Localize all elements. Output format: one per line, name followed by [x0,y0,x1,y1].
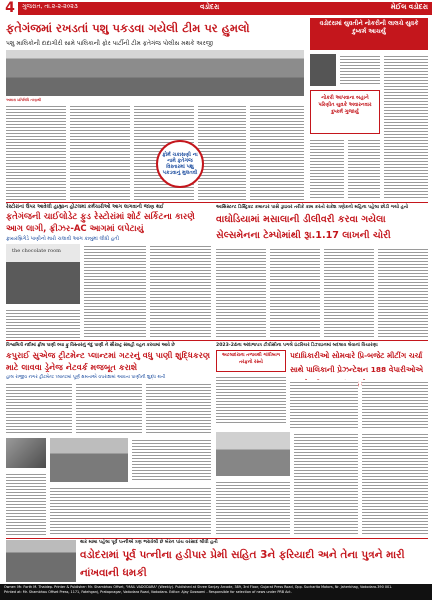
section-divider-1 [6,202,428,203]
story6-column-1 [290,380,358,430]
story6-column-2 [362,380,428,430]
section-divider-2 [6,340,428,341]
story6-headline: પદાધિકારીઓ સોમવારે પ્રિ-બજેટ મીટીંગ ચર્ચા સાથે પાલિકાની પ્રેઝન્ટેશન 188 વેપારીઓએ [290,351,424,374]
story7-headline: વડોદરામાં પૂર્વ પત્નીના હડીપાર પ્રેમી સહિત 3ને ફરિયાદી અને તેના પુત્રને મારી નાંખવાની ધમકી [80,549,405,579]
story4-headline: વાઘોડિયામાં મસાલાની ડીલીવરી કરવા ગયેલા સેલ્સમેનના ટેમ્પોમાંથી રૂા.1.17 લાખની ચોરી [216,214,391,241]
story1-quote: ફોર્મ ચકાસણી ના નામે ફતેગંજ વિસ્તારમાં પશુ પકડવાનું મુલતવી [162,152,198,176]
story4-kicker: આસિસ્ટન્ટ ડિસ્ટ્રિક્ટ કમાન્ડર પાસે ડ્રાઇવર તરીકે કામ કરતો રાકેશ ત્રણેકનો મહિના પહેલા છોડી ગયો હતો [216,205,409,210]
imprint-line-2: Printed at: Mr. Shambhau Offset Press, 1171, Fatehganj, Pratapnagar, Vadodara Road, Vadodara. Editor: Ajay Goswami - Responsible for selection of news under PRB Act. [4,589,292,594]
story6-photo-road [216,432,290,476]
story2-intro-text [340,54,380,86]
story5-column-4 [132,438,211,482]
story3-column-2 [150,244,211,338]
story2-headline: વડોદરામાં યુવતીને નોકરીની લાલચે યુવકે દુષ્કર્મ આચર્યું [310,18,428,50]
story1-photo-caption: અમારા પ્રતિનિધિ તરફથી [6,98,42,102]
story6-column-3 [294,432,358,536]
story2-column-2 [348,138,380,200]
story3-sign-text: the chocolate room [12,248,61,254]
story1-column-5 [250,104,304,200]
story6-kicker: 2023-24ના અંદાજપત્ર ટીપીસીના પગલે ઇંટરિયર ડિઝાઇનમાં બદલાવ લેવાનાં વિચારણા [216,343,378,348]
story6-column-4 [362,432,428,536]
story6-tag-text: અટલાદરાના તળાવથી ગાંધીબાગ તરફનો રસ્તો [221,353,281,365]
story2-box-text: નોકરી આપવાના બહાને પરિણીત યુવકે અવારનવાર દુષ્કર્મ ગુજાર્યુ [318,95,372,115]
story5-column-6 [50,486,211,536]
story5-column-1 [6,382,72,434]
story4-column-1 [216,247,266,338]
story1-quote-circle [156,140,204,188]
story3-subheadline: ફાયરબ્રિગેડે પાણીનો મારો ચલાવી આગ કાબુમાં લીધી હતી [6,236,119,242]
story5-headline: કપુરાઈ સુએજ ટ્રીટમેન્ટ પ્લાન્ટમાં ગટરનું વધુ પાણી શુદ્ધિકરણ માટે લાવવા ડ્રેનેજ નેટવર્ક મજબૂત કરાશે [6,350,211,372]
city-label: વડોદરા [200,3,220,11]
story2-column-1 [310,138,344,200]
story3-photo [6,244,80,304]
story4-column-3 [324,247,374,338]
story1-photo [6,50,304,96]
story1-column-1 [6,104,66,200]
story3-kicker: રેસ્ટોરાંનાં ઉપર આવેલી હાહ્યાન હોટલમાં કર્મચારીઓ આગ લાગવાની જાણ થઈ [6,204,164,210]
story4-column-2 [270,247,320,338]
story1-subheadline: પશુ માલિકોની દાદાગીરી સામે પાલિકાની ફોર પાર્ટીની ટીમ ફતેગંજ પોલીસ મથકે અરજી [6,40,213,47]
story4-column-4 [378,247,428,338]
story6-column-5 [216,480,290,536]
story3-headline: ફતેગંજની ચાઈલોડેટ ફુડ રેસ્ટોરાંમાં શોર્ટ સર્કિટના કારણે આગ લાગી, ફ્રીઝર-AC આગમાં લપેટાયું [6,212,195,234]
story1-headline: ફતેગંજમાં રખડતાં પશુ પકડવા ગયેલી ટીમ પર હુમલો [6,21,250,35]
page-number: 4 [2,1,18,16]
story2-accused-photo [310,54,336,86]
story6-tag [216,350,286,372]
story5-column-5 [6,472,46,536]
story2-boxed-quote [310,90,380,134]
story5-photo-plant [50,438,128,482]
story7-kicker: થાર મામા પહેલા પૂર્વ પત્નીએ ત્રણ ભરાવેલી છે બેરન પાંચ વરસાદ લીધી હતી [80,540,218,545]
story6-column-left [216,375,286,425]
edition-brand: મેઈલ વડોદરા [390,3,428,11]
imprint-line-1: Owner: Mr. Forth M. Thaidep. Printer & Publisher: Mr. Shambhau Offset, "MAIL VADODARA" (Weekly). Published at Shree Sanjay Arcade, 389, 3rd Floor, Gujarat Press Road, Opp. Sucharita Motors, Nr. Jaherbhag, Vadodara-390 001. [4,585,393,589]
story1-column-2 [70,104,130,200]
story2-column-right [384,54,428,200]
story3-column-3 [6,308,80,338]
story5-kicker: વિશ્વામિત્રી નદીમાં ફ્રીલ પાણી લ્યા ફુ વિસ્તારનું ગંદુ પાણી ને સૌરાષ્ટ્ર સંગ્રહી વહન કરવામાં આવે છે [6,343,175,348]
story5-photo-left [6,438,46,468]
story7-photo [6,540,76,582]
imprint-line [0,584,432,600]
story5-subheadline: હાલ રાજીવ નગર ટ્રીટમેન્ટ પ્લાન્ટમાં પૂર્ણ ક્ષમતાએ વપરાશમાં આવતા પાણીની શુદ્ધ થતી [6,375,166,380]
story3-column-1 [84,244,146,338]
masthead-bar [18,2,432,15]
story5-column-3 [146,382,211,434]
story5-column-2 [76,382,142,434]
story1-column-4 [198,104,246,200]
issue-date: ગુજરાત, તા.૨-૨-૨૦૨૩ [22,3,78,10]
